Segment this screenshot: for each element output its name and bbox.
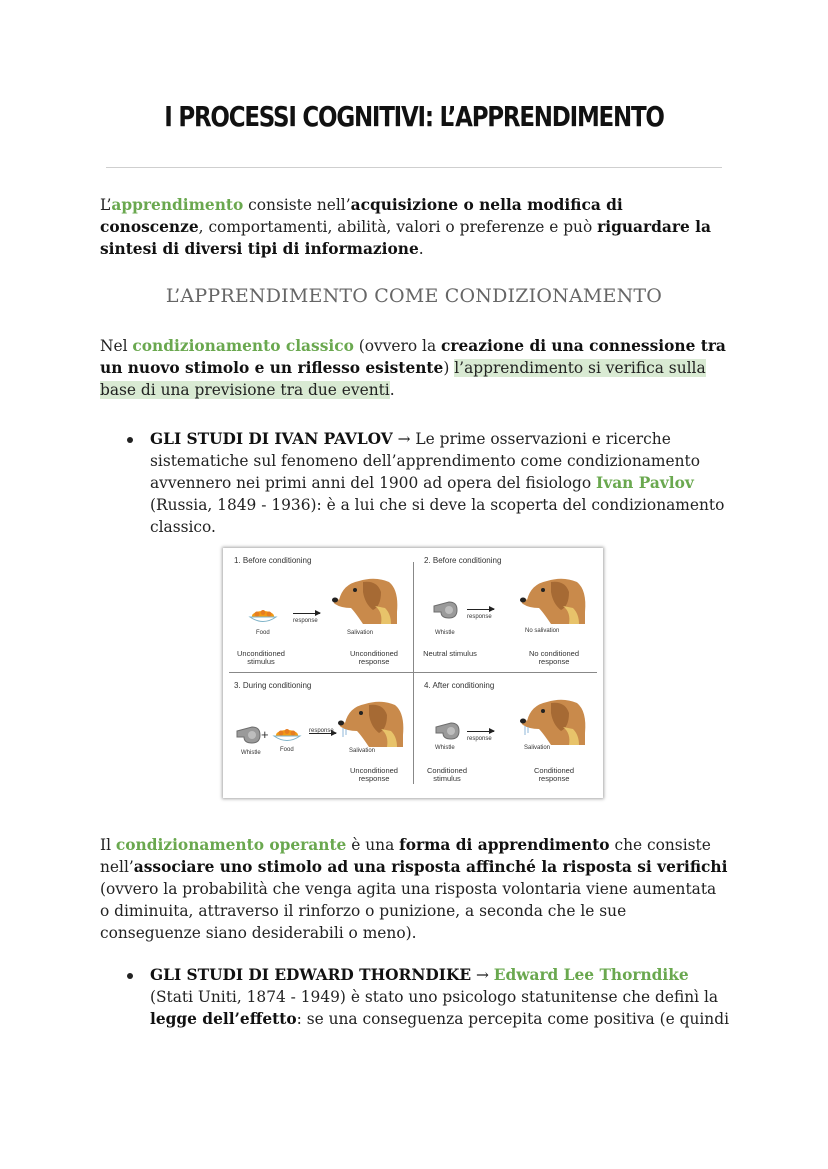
bullet-icon	[127, 437, 133, 443]
bold-text: legge dell’effetto	[150, 1010, 297, 1028]
arrow-label: response	[467, 736, 492, 742]
whistle-icon	[234, 723, 262, 745]
text: , comportamenti, abilità, valori o preferenze e può	[198, 218, 598, 236]
text: : se una conseguenza percepita come positiva (e quindi	[296, 1010, 729, 1028]
term-condizionamento-classico: condizionamento classico	[132, 337, 354, 355]
response-caption: Unconditioned response	[350, 649, 398, 666]
response-label: Salivation	[347, 630, 374, 636]
text: (ovvero la probabilità che venga agita una risposta volontaria viene aumentata o diminuita, attraverso il rinforzo o punizione, a seconda che le sue conseguenze siano desiderabili o meno).	[100, 880, 717, 942]
stimulus-caption: Conditioned stimulus	[426, 766, 468, 783]
dog-icon	[335, 695, 407, 747]
response-label: Salivation	[349, 748, 376, 754]
dog-icon	[329, 572, 401, 624]
text: L’	[100, 196, 112, 214]
term-edward-thorndike: Edward Lee Thorndike	[493, 966, 689, 984]
arrow-label: response	[309, 728, 334, 734]
response-caption: No conditioned response	[528, 649, 580, 666]
stimulus-label: Whistle	[241, 750, 261, 756]
text: che consiste nell’	[100, 836, 711, 876]
arrow-icon	[467, 731, 494, 732]
plus-sign: +	[261, 727, 269, 742]
dog-icon	[517, 572, 589, 624]
whistle-icon	[433, 719, 461, 741]
text: → Le prime osservazioni e ricerche sistematiche sul fenomeno dell’apprendimento come condizionamento avvennero nei primi anni del 1900 ad opera del fisiologo	[150, 430, 700, 492]
bold-text: creazione di una connessione tra un nuovo stimolo e un riflesso esistente	[100, 337, 726, 377]
bold-text: acquisizione o nella modifica di conoscenze	[100, 196, 623, 236]
page-title: I PROCESSI COGNITIVI: L’APPRENDIMENTO	[164, 100, 664, 133]
stimulus-label: Whistle	[435, 745, 455, 751]
response-label: Salivation	[524, 745, 551, 751]
response-label: No salivation	[525, 628, 560, 634]
text: .	[418, 240, 424, 258]
pavlov-conditioning-figure	[223, 548, 603, 798]
response-caption: Unconditioned response	[350, 766, 398, 783]
text: consiste nell’	[243, 196, 351, 214]
bold-text: GLI STUDI DI EDWARD THORNDIKE	[150, 966, 472, 984]
text: Nel	[100, 337, 133, 355]
text: (Stati Uniti, 1874 - 1949) è stato uno psicologo statunitense che definì la	[150, 988, 719, 1006]
text: (Russia, 1849 - 1936): è a lui che si deve la scoperta del condizionamento classico.	[150, 496, 725, 536]
stimulus-label: Food	[256, 630, 270, 636]
panel-after-conditioning	[413, 673, 603, 798]
dog-icon	[517, 693, 589, 745]
bold-text: associare uno stimolo ad una risposta affinché la risposta si verifichi	[133, 858, 728, 876]
text: è una	[346, 836, 400, 854]
whistle-icon	[431, 598, 459, 620]
food-bowl-icon	[247, 606, 279, 626]
section-subtitle: L’APPRENDIMENTO COME CONDIZIONAMENTO	[165, 285, 663, 307]
intro-paragraph	[100, 194, 730, 260]
text: .	[389, 381, 395, 399]
stimulus-label: Food	[280, 747, 294, 753]
pavlov-bullet	[150, 428, 730, 538]
title-divider	[106, 167, 722, 168]
bold-text: forma di apprendimento	[399, 836, 610, 854]
stimulus-caption: Unconditioned stimulus	[237, 649, 285, 666]
arrow-icon	[293, 613, 320, 614]
operant-paragraph	[100, 834, 730, 944]
panel-before-conditioning-2	[413, 548, 603, 673]
term-ivan-pavlov: Ivan Pavlov	[596, 474, 694, 492]
stimulus-label: Whistle	[435, 630, 455, 636]
food-bowl-icon	[271, 725, 303, 745]
text: Il	[100, 836, 116, 854]
highlighted-text: l’apprendimento si verifica sulla base di una previsione tra due eventi	[100, 359, 706, 399]
panel-during-conditioning	[223, 673, 413, 798]
panel-before-conditioning-1	[223, 548, 413, 673]
text: (ovvero la	[353, 337, 442, 355]
term-apprendimento: apprendimento	[111, 196, 244, 214]
bold-text: GLI STUDI DI IVAN PAVLOV	[150, 430, 393, 448]
text: )	[443, 359, 455, 377]
bold-text: riguardare la sintesi di diversi tipi di informazione	[100, 218, 711, 258]
panel-title: 2. Before conditioning	[424, 556, 502, 565]
arrow-icon	[467, 609, 494, 610]
thorndike-bullet	[150, 964, 730, 1030]
term-condizionamento-operante: condizionamento operante	[115, 836, 347, 854]
panel-title: 3. During conditioning	[234, 681, 312, 690]
panel-title: 1. Before conditioning	[234, 556, 312, 565]
arrow-label: response	[467, 614, 492, 620]
text: →	[471, 966, 494, 984]
stimulus-caption: Neutral stimulus	[423, 649, 477, 658]
arrow-label: response	[293, 618, 318, 624]
classic-paragraph	[100, 335, 730, 401]
response-caption: Conditioned response	[533, 766, 575, 783]
bullet-icon	[127, 973, 133, 979]
panel-title: 4. After conditioning	[424, 681, 495, 690]
